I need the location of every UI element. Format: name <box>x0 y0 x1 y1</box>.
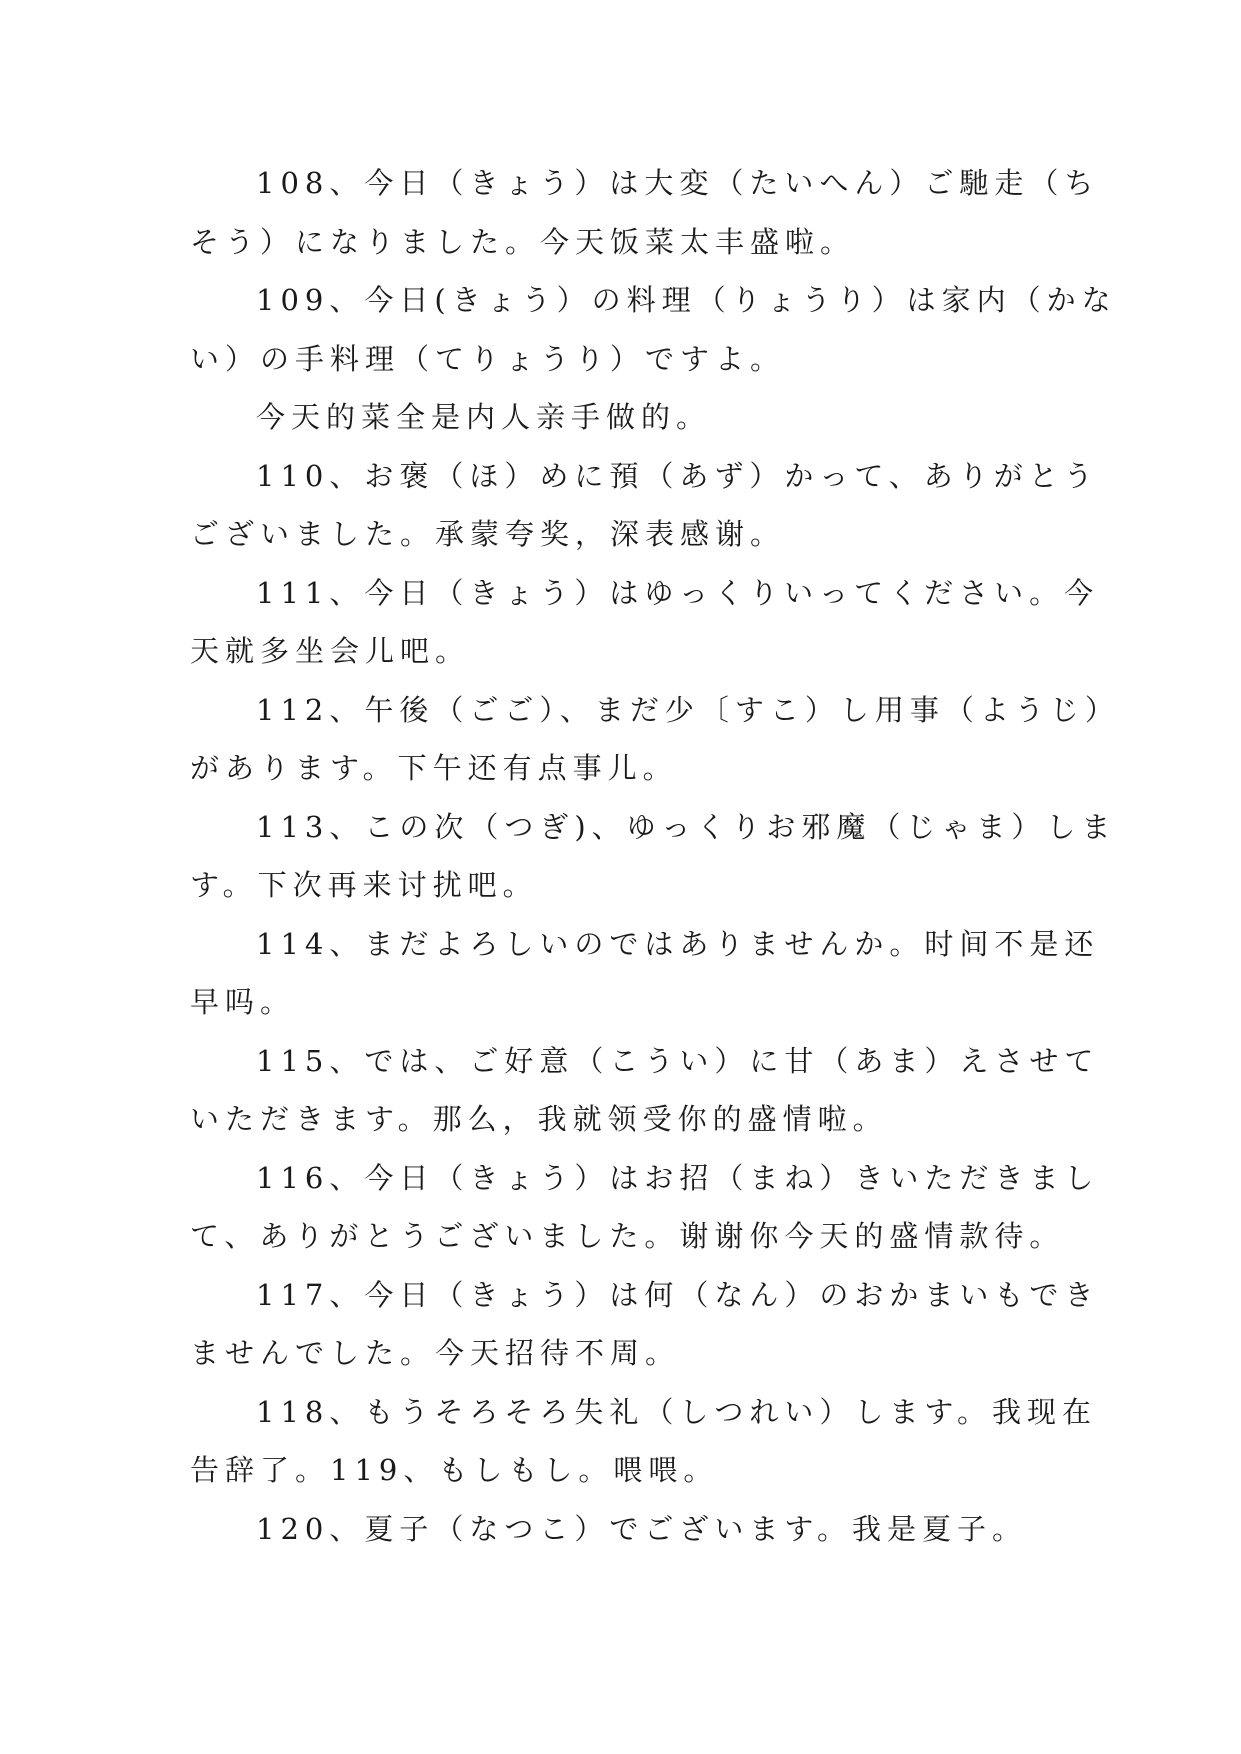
text-line: があります。下午还有点事儿。 <box>190 751 678 785</box>
text-line: 109、今日(きょう）の料理（りょうり）は家内（かな <box>256 283 1117 317</box>
text-line: 112、午後（ごご）、まだ少〔すこ）し用事（ようじ） <box>256 692 1120 727</box>
text-line: す。下次再来讨扰吧。 <box>190 868 538 902</box>
text-line: 115、では、ご好意（こうい）に甘（あま）えさせて <box>256 1043 1100 1078</box>
paragraph-120 <box>190 1500 1050 1559</box>
text-line: い）の手料理（てりょうり）ですよ。 <box>190 341 786 376</box>
text-line: 天就多坐会儿吧。 <box>190 634 471 668</box>
text-line: 114、まだよろしいのではありませんか。时间不是还 <box>256 926 1100 961</box>
paragraph-109 <box>190 271 1117 388</box>
text-line: 108、今日（きょう）は大変（たいへん）ご馳走（ち <box>256 166 1100 200</box>
paragraph-109-translation <box>190 388 1050 447</box>
text-line: 117、今日（きょう）は何（なん）のおかまいもでき <box>256 1277 1100 1312</box>
text-line: 告辞了。119、もしもし。喂喂。 <box>190 1453 719 1487</box>
paragraph-117 <box>190 1266 1100 1383</box>
text-line: いただきます。那么，我就领受你的盛情啦。 <box>190 1102 888 1136</box>
text-line: ませんでした。今天招待不周。 <box>190 1336 681 1370</box>
paragraph-112 <box>190 681 1120 798</box>
text-line: 111、今日（きょう）はゆっくりいってください。今 <box>256 575 1100 610</box>
text-line: 110、お褒（ほ）めに預（あず）かって、ありがとう <box>256 458 1099 493</box>
text-line: 116、今日（きょう）はお招（まね）きいただきまし <box>256 1160 1100 1195</box>
paragraph-111 <box>190 564 1100 681</box>
text-line: 今天的菜全是内人亲手做的。 <box>256 400 712 434</box>
paragraph-115 <box>190 1032 1100 1149</box>
paragraph-118 <box>190 1383 1098 1500</box>
paragraph-114 <box>190 915 1100 1032</box>
paragraph-110 <box>190 447 1099 564</box>
text-line: ございました。承蒙夸奖，深表感谢。 <box>190 517 786 551</box>
text-line: て、ありがとうございました。谢谢你今天的盛情款待。 <box>190 1219 1065 1253</box>
text-line: 113、この次（つぎ)、ゆっくりお邪魔（じゃま）しま <box>256 809 1117 844</box>
paragraph-116 <box>190 1149 1100 1266</box>
paragraph-113 <box>190 798 1117 915</box>
text-line: 118、もうそろそろ失礼（しつれい）します。我现在 <box>256 1394 1098 1429</box>
document-body <box>190 154 1120 1558</box>
text-line: 早吗。 <box>190 985 296 1019</box>
text-line: 120、夏子（なつこ）でございます。我是夏子。 <box>256 1511 1028 1546</box>
text-line: そう）になりました。今天饭菜太丰盛啦。 <box>190 224 856 259</box>
paragraph-108 <box>190 154 1100 271</box>
